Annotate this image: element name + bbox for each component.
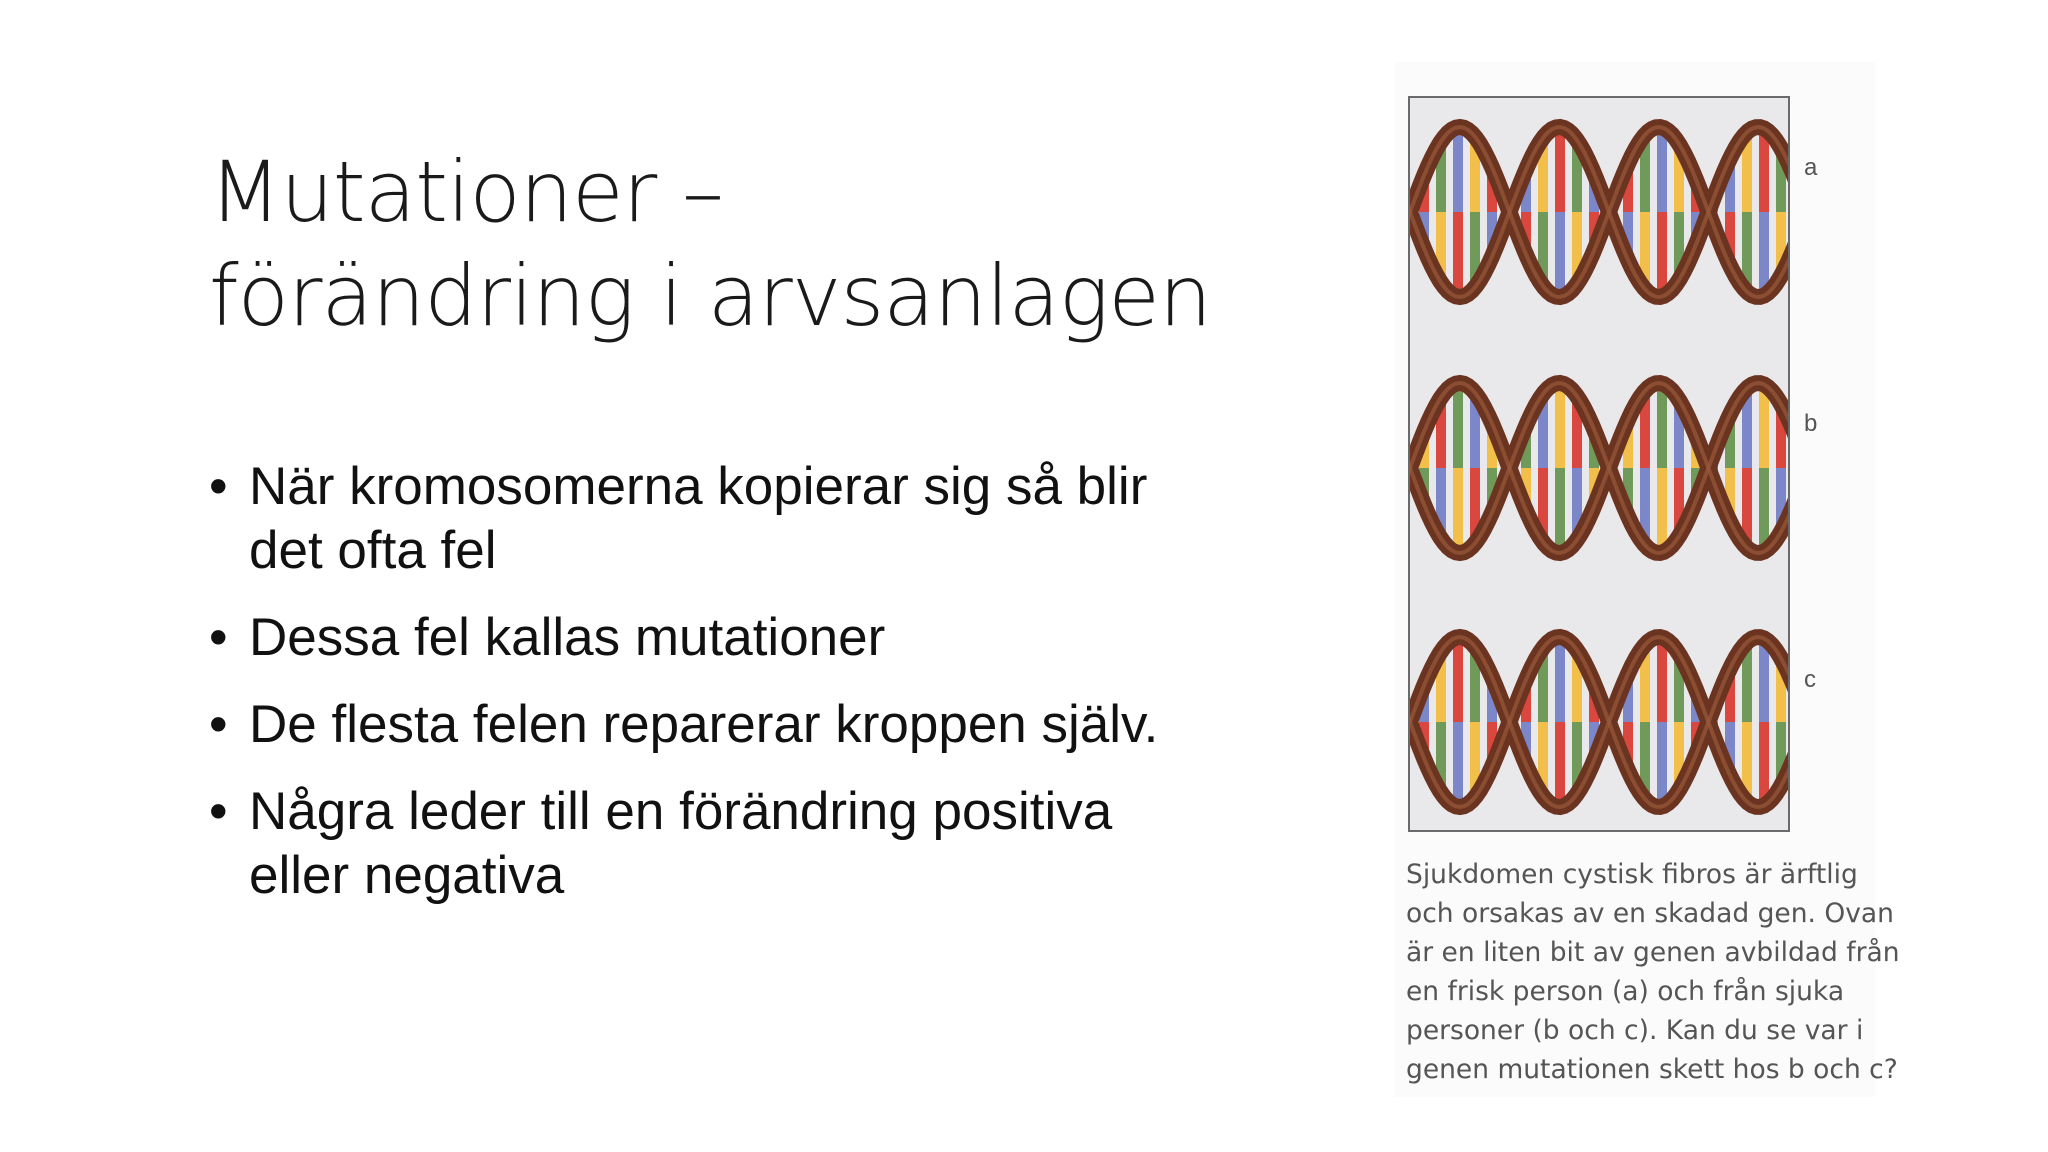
bullet-list <box>209 455 1209 931</box>
caption-line: och orsakas av en skadad gen. Ovan <box>1406 898 1894 929</box>
bullet-text: Dessa fel kallas mutationer <box>249 608 886 667</box>
bullet-dot: • <box>209 608 228 667</box>
panel-label-a: a <box>1804 154 1818 181</box>
bullet-text: eller negativa <box>249 846 565 905</box>
bullet-dot: • <box>209 457 228 516</box>
dna-helix-image-a <box>1410 102 1788 322</box>
panel-label-c: c <box>1804 666 1816 693</box>
bullet-item <box>209 455 1209 583</box>
title-line-2: förändring i arvsanlagen <box>209 247 1212 345</box>
dna-helix-image-b <box>1410 358 1788 578</box>
bullet-dot: • <box>209 695 228 754</box>
bullet-item <box>209 606 1209 670</box>
bullet-item <box>209 780 1209 908</box>
bullet-text: De flesta felen reparerar kroppen själv. <box>249 695 1159 754</box>
bullet-dot: • <box>209 782 228 841</box>
slide-title <box>209 140 1211 348</box>
bullet-text: det ofta fel <box>249 521 497 580</box>
caption-line: personer (b och c). Kan du se var i <box>1406 1015 1864 1046</box>
caption-line: en frisk person (a) och från sjuka <box>1406 976 1845 1007</box>
panel-label-b: b <box>1804 410 1818 437</box>
bullet-text: När kromosomerna kopierar sig så blir <box>249 457 1148 516</box>
caption-line: Sjukdomen cystisk fibros är ärftlig <box>1406 859 1858 890</box>
bullet-text: Några leder till en förändring positiva <box>249 782 1113 841</box>
caption-line: är en liten bit av genen avbildad från <box>1406 937 1900 968</box>
bullet-item <box>209 693 1209 757</box>
dna-helix-image-c <box>1410 612 1788 832</box>
caption-line: genen mutationen skett hos b och c? <box>1406 1054 1898 1085</box>
title-line-1: Mutationer – <box>209 143 723 241</box>
dna-illustration-frame <box>1408 96 1790 832</box>
figure-caption <box>1406 855 1900 1089</box>
